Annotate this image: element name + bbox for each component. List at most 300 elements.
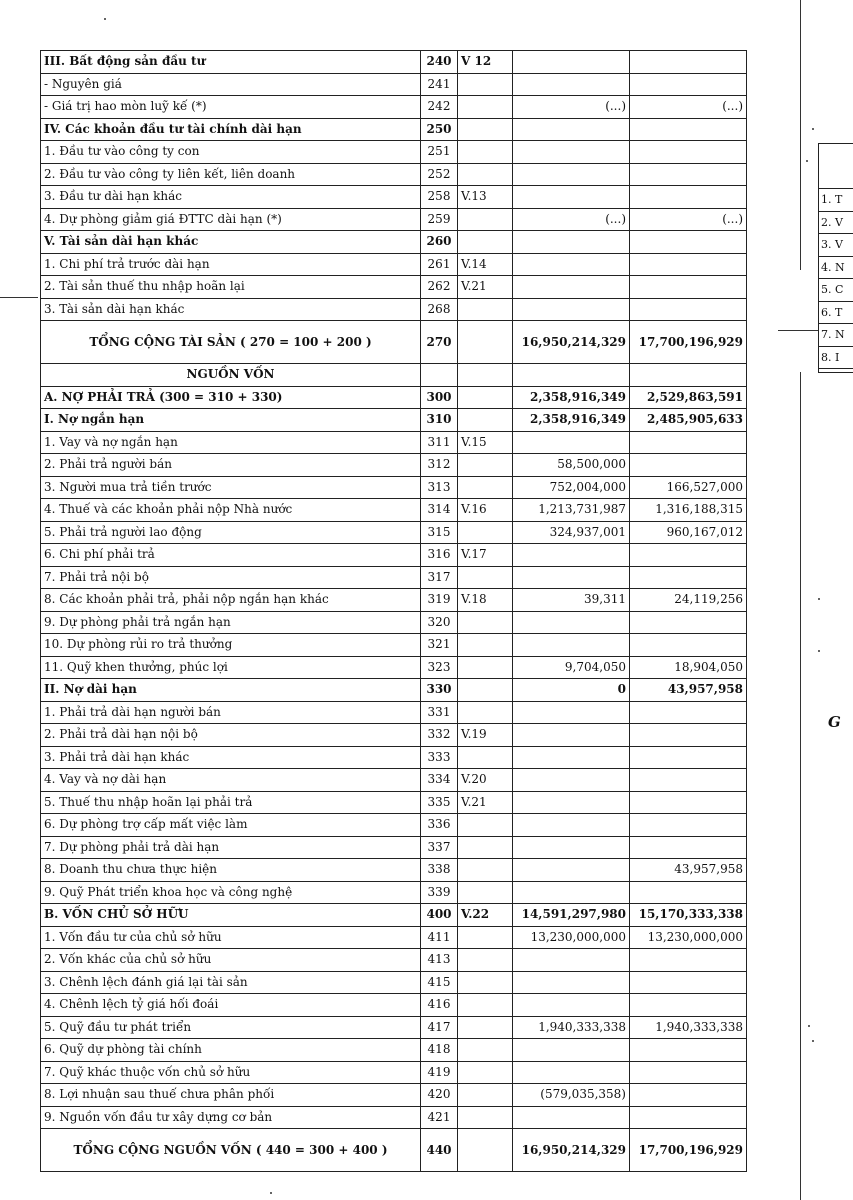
row-code: 334 — [421, 769, 458, 792]
row-value-current: 2,358,916,349 — [513, 386, 630, 409]
table-row — [41, 73, 747, 96]
row-note — [458, 1084, 513, 1107]
row-value-previous: 17,700,196,929 — [630, 321, 747, 364]
row-value-current — [513, 186, 630, 209]
row-value-previous — [630, 141, 747, 164]
row-label: - Giá trị hao mòn luỹ kế (*) — [41, 96, 421, 119]
row-code: 250 — [421, 118, 458, 141]
scan-speck — [818, 598, 820, 600]
row-value-current: 39,311 — [513, 589, 630, 612]
row-value-previous — [630, 836, 747, 859]
row-note — [458, 971, 513, 994]
table-row — [41, 589, 747, 612]
row-value-previous — [630, 454, 747, 477]
row-value-previous — [630, 231, 747, 254]
row-value-current: 752,004,000 — [513, 476, 630, 499]
row-value-previous: 960,167,012 — [630, 521, 747, 544]
row-note — [458, 141, 513, 164]
row-label: 2. Phải trả người bán — [41, 454, 421, 477]
table-row — [41, 544, 747, 567]
row-note: V.22 — [458, 904, 513, 927]
row-value-previous: 13,230,000,000 — [630, 926, 747, 949]
row-value-current — [513, 431, 630, 454]
row-note: V.17 — [458, 544, 513, 567]
row-code: 332 — [421, 724, 458, 747]
row-value-current — [513, 1039, 630, 1062]
row-value-previous — [630, 724, 747, 747]
row-note — [458, 656, 513, 679]
row-value-previous — [630, 634, 747, 657]
row-label: NGUỒN VỐN — [41, 364, 421, 387]
table-row — [41, 881, 747, 904]
row-note — [458, 231, 513, 254]
row-value-current: 324,937,001 — [513, 521, 630, 544]
row-value-current: 0 — [513, 679, 630, 702]
row-code — [421, 364, 458, 387]
row-value-previous: (...) — [630, 96, 747, 119]
row-value-previous — [630, 746, 747, 769]
row-note — [458, 814, 513, 837]
row-value-current — [513, 971, 630, 994]
row-value-current — [513, 364, 630, 387]
table-row — [41, 321, 747, 364]
scan-speck — [806, 160, 808, 162]
row-label: 9. Nguồn vốn đầu tư xây dựng cơ bản — [41, 1106, 421, 1129]
table-row — [41, 769, 747, 792]
row-code: 316 — [421, 544, 458, 567]
row-code: 419 — [421, 1061, 458, 1084]
row-code: 242 — [421, 96, 458, 119]
row-value-previous: 17,700,196,929 — [630, 1129, 747, 1172]
table-row — [41, 386, 747, 409]
adjacent-page-table-fragment — [818, 143, 853, 373]
table-row — [41, 1039, 747, 1062]
row-note: V.13 — [458, 186, 513, 209]
row-code: 268 — [421, 298, 458, 321]
row-value-current: 2,358,916,349 — [513, 409, 630, 432]
row-code: 270 — [421, 321, 458, 364]
row-value-previous — [630, 544, 747, 567]
row-value-previous — [630, 994, 747, 1017]
row-label: 8. Lợi nhuận sau thuế chưa phân phối — [41, 1084, 421, 1107]
row-label: 5. Phải trả người lao động — [41, 521, 421, 544]
row-code: 261 — [421, 253, 458, 276]
row-label: 3. Tài sản dài hạn khác — [41, 298, 421, 321]
row-note — [458, 298, 513, 321]
fragment-cell: 5. C — [819, 279, 853, 302]
row-code: 400 — [421, 904, 458, 927]
row-value-current — [513, 566, 630, 589]
row-code: 336 — [421, 814, 458, 837]
table-row — [41, 746, 747, 769]
row-code: 330 — [421, 679, 458, 702]
row-note — [458, 321, 513, 364]
row-label: 6. Quỹ dự phòng tài chính — [41, 1039, 421, 1062]
scan-speck — [812, 128, 814, 130]
row-label: 6. Chi phí phải trả — [41, 544, 421, 567]
row-note — [458, 1016, 513, 1039]
row-code: 337 — [421, 836, 458, 859]
scan-speck — [104, 18, 106, 20]
row-label: 4. Chênh lệch tỷ giá hối đoái — [41, 994, 421, 1017]
row-note — [458, 836, 513, 859]
table-row — [41, 51, 747, 74]
fragment-cell: 7. N — [819, 324, 853, 347]
table-row — [41, 276, 747, 299]
row-value-current — [513, 73, 630, 96]
row-label: 4. Dự phòng giảm giá ĐTTC dài hạn (*) — [41, 208, 421, 231]
row-value-previous: 2,529,863,591 — [630, 386, 747, 409]
row-label: 5. Thuế thu nhập hoãn lại phải trả — [41, 791, 421, 814]
table-row — [41, 656, 747, 679]
row-value-current — [513, 51, 630, 74]
row-value-previous — [630, 186, 747, 209]
row-value-current: (...) — [513, 208, 630, 231]
table-row — [41, 904, 747, 927]
row-value-previous: 2,485,905,633 — [630, 409, 747, 432]
row-code: 319 — [421, 589, 458, 612]
row-value-previous: 24,119,256 — [630, 589, 747, 612]
row-value-current — [513, 859, 630, 882]
scan-mark-left — [0, 297, 38, 298]
row-note: V 12 — [458, 51, 513, 74]
row-value-previous: 1,316,188,315 — [630, 499, 747, 522]
scan-speck — [812, 1040, 814, 1042]
row-value-previous — [630, 298, 747, 321]
row-value-previous — [630, 73, 747, 96]
row-value-previous — [630, 118, 747, 141]
row-code: 335 — [421, 791, 458, 814]
table-row — [41, 231, 747, 254]
row-label: 8. Doanh thu chưa thực hiện — [41, 859, 421, 882]
row-label: 10. Dự phòng rủi ro trả thưởng — [41, 634, 421, 657]
table-row — [41, 454, 747, 477]
row-value-previous — [630, 814, 747, 837]
row-value-previous: 15,170,333,338 — [630, 904, 747, 927]
row-value-previous — [630, 769, 747, 792]
row-value-current: 14,591,297,980 — [513, 904, 630, 927]
row-value-current — [513, 724, 630, 747]
row-label: 4. Thuế và các khoản phải nộp Nhà nước — [41, 499, 421, 522]
row-label: 7. Dự phòng phải trả dài hạn — [41, 836, 421, 859]
row-label: 5. Quỹ đầu tư phát triển — [41, 1016, 421, 1039]
row-value-current: 16,950,214,329 — [513, 1129, 630, 1172]
row-value-current — [513, 141, 630, 164]
row-code: 420 — [421, 1084, 458, 1107]
row-value-current — [513, 634, 630, 657]
row-value-previous — [630, 163, 747, 186]
row-label: 2. Đầu tư vào công ty liên kết, liên doanh — [41, 163, 421, 186]
row-value-current: (579,035,358) — [513, 1084, 630, 1107]
row-value-current: 1,940,333,338 — [513, 1016, 630, 1039]
row-code: 413 — [421, 949, 458, 972]
table-row — [41, 566, 747, 589]
row-label: 3. Người mua trả tiền trước — [41, 476, 421, 499]
row-value-previous — [630, 1106, 747, 1129]
row-label: B. VỐN CHỦ SỞ HỮU — [41, 904, 421, 927]
table-row — [41, 163, 747, 186]
row-code: 339 — [421, 881, 458, 904]
row-label: V. Tài sản dài hạn khác — [41, 231, 421, 254]
row-code: 251 — [421, 141, 458, 164]
row-note — [458, 679, 513, 702]
row-label: 3. Đầu tư dài hạn khác — [41, 186, 421, 209]
table-row — [41, 521, 747, 544]
table-row — [41, 1106, 747, 1129]
row-label: TỔNG CỘNG TÀI SẢN ( 270 = 100 + 200 ) — [41, 321, 421, 364]
row-note: V.19 — [458, 724, 513, 747]
fragment-cell: 4. N — [819, 257, 853, 280]
row-label: TỔNG CỘNG NGUỒN VỐN ( 440 = 300 + 400 ) — [41, 1129, 421, 1172]
row-note — [458, 926, 513, 949]
scan-speck — [270, 1192, 272, 1194]
row-label: 1. Vốn đầu tư của chủ sở hữu — [41, 926, 421, 949]
row-value-current: 9,704,050 — [513, 656, 630, 679]
row-value-previous: (...) — [630, 208, 747, 231]
table-row — [41, 814, 747, 837]
row-code: 417 — [421, 1016, 458, 1039]
row-value-current — [513, 949, 630, 972]
row-value-current — [513, 746, 630, 769]
row-note — [458, 386, 513, 409]
row-note — [458, 859, 513, 882]
table-row — [41, 949, 747, 972]
fragment-cell: 6. T — [819, 302, 853, 325]
row-code: 323 — [421, 656, 458, 679]
row-value-previous — [630, 611, 747, 634]
row-value-current — [513, 298, 630, 321]
row-label: 1. Đầu tư vào công ty con — [41, 141, 421, 164]
row-code: 258 — [421, 186, 458, 209]
row-label: A. NỢ PHẢI TRẢ (300 = 310 + 330) — [41, 386, 421, 409]
row-label: 8. Các khoản phải trả, phải nộp ngắn hạn khác — [41, 589, 421, 612]
row-value-current — [513, 611, 630, 634]
row-code: 315 — [421, 521, 458, 544]
row-note — [458, 1061, 513, 1084]
row-note — [458, 566, 513, 589]
table-row — [41, 431, 747, 454]
row-value-previous — [630, 971, 747, 994]
row-note — [458, 454, 513, 477]
row-value-previous — [630, 1039, 747, 1062]
row-code: 300 — [421, 386, 458, 409]
row-label: 6. Dự phòng trợ cấp mất việc làm — [41, 814, 421, 837]
table-row — [41, 1016, 747, 1039]
row-value-previous: 43,957,958 — [630, 679, 747, 702]
row-value-current — [513, 118, 630, 141]
row-note — [458, 409, 513, 432]
row-value-previous — [630, 1061, 747, 1084]
row-note: V.15 — [458, 431, 513, 454]
row-label: 7. Quỹ khác thuộc vốn chủ sở hữu — [41, 1061, 421, 1084]
scan-mark — [778, 330, 818, 331]
row-note — [458, 96, 513, 119]
fragment-cell: 8. I — [819, 347, 853, 370]
row-label: 3. Phải trả dài hạn khác — [41, 746, 421, 769]
row-note — [458, 949, 513, 972]
row-code: 310 — [421, 409, 458, 432]
row-note: V.20 — [458, 769, 513, 792]
row-note — [458, 746, 513, 769]
row-label: II. Nợ dài hạn — [41, 679, 421, 702]
row-code: 321 — [421, 634, 458, 657]
row-note — [458, 364, 513, 387]
row-note: V.16 — [458, 499, 513, 522]
row-code: 260 — [421, 231, 458, 254]
row-code: 314 — [421, 499, 458, 522]
row-value-current — [513, 163, 630, 186]
row-value-previous — [630, 566, 747, 589]
row-value-previous — [630, 881, 747, 904]
table-row — [41, 611, 747, 634]
table-row — [41, 859, 747, 882]
row-label: 1. Chi phí trả trước dài hạn — [41, 253, 421, 276]
row-value-current: 1,213,731,987 — [513, 499, 630, 522]
row-note — [458, 701, 513, 724]
row-label: 2. Tài sản thuế thu nhập hoãn lại — [41, 276, 421, 299]
row-value-current — [513, 814, 630, 837]
row-code: 411 — [421, 926, 458, 949]
row-value-current — [513, 791, 630, 814]
row-value-current — [513, 1061, 630, 1084]
row-label: 7. Phải trả nội bộ — [41, 566, 421, 589]
row-label: I. Nợ ngắn hạn — [41, 409, 421, 432]
row-value-current — [513, 769, 630, 792]
scan-speck — [808, 1025, 810, 1027]
row-value-current — [513, 881, 630, 904]
row-note — [458, 994, 513, 1017]
table-row — [41, 1084, 747, 1107]
row-code: 259 — [421, 208, 458, 231]
table-row — [41, 634, 747, 657]
row-code: 262 — [421, 276, 458, 299]
row-code: 418 — [421, 1039, 458, 1062]
table-row — [41, 186, 747, 209]
row-value-current: 13,230,000,000 — [513, 926, 630, 949]
row-value-current: (...) — [513, 96, 630, 119]
row-note — [458, 881, 513, 904]
row-code: 240 — [421, 51, 458, 74]
row-value-current: 58,500,000 — [513, 454, 630, 477]
fragment-cell: 2. V — [819, 212, 853, 235]
table-row — [41, 994, 747, 1017]
table-row — [41, 476, 747, 499]
row-code: 317 — [421, 566, 458, 589]
table-row — [41, 298, 747, 321]
row-note — [458, 634, 513, 657]
row-value-current — [513, 701, 630, 724]
row-value-previous — [630, 701, 747, 724]
row-note: V.18 — [458, 589, 513, 612]
row-code: 311 — [421, 431, 458, 454]
row-value-current — [513, 1106, 630, 1129]
row-note — [458, 73, 513, 96]
row-label: 9. Dự phòng phải trả ngắn hạn — [41, 611, 421, 634]
row-value-current — [513, 231, 630, 254]
row-value-previous — [630, 431, 747, 454]
table-row — [41, 701, 747, 724]
table-row — [41, 836, 747, 859]
row-value-previous — [630, 253, 747, 276]
row-label: 2. Vốn khác của chủ sở hữu — [41, 949, 421, 972]
table-row — [41, 208, 747, 231]
row-code: 333 — [421, 746, 458, 769]
table-row — [41, 364, 747, 387]
row-note — [458, 1106, 513, 1129]
row-value-previous — [630, 51, 747, 74]
row-code: 440 — [421, 1129, 458, 1172]
balance-sheet-table — [40, 50, 747, 1172]
row-code: 312 — [421, 454, 458, 477]
row-value-current — [513, 253, 630, 276]
row-value-current: 16,950,214,329 — [513, 321, 630, 364]
row-value-current — [513, 544, 630, 567]
row-value-previous: 18,904,050 — [630, 656, 747, 679]
table-row — [41, 118, 747, 141]
row-note: V.14 — [458, 253, 513, 276]
row-value-previous — [630, 276, 747, 299]
table-row — [41, 724, 747, 747]
row-note — [458, 611, 513, 634]
row-label: - Nguyên giá — [41, 73, 421, 96]
table-row — [41, 96, 747, 119]
row-value-current — [513, 276, 630, 299]
table-row — [41, 499, 747, 522]
row-note — [458, 1039, 513, 1062]
row-note — [458, 208, 513, 231]
row-value-previous — [630, 949, 747, 972]
row-label: 1. Vay và nợ ngắn hạn — [41, 431, 421, 454]
row-value-previous: 43,957,958 — [630, 859, 747, 882]
table-row — [41, 409, 747, 432]
row-code: 415 — [421, 971, 458, 994]
row-label: III. Bất động sản đầu tư — [41, 51, 421, 74]
row-value-previous — [630, 364, 747, 387]
table-row — [41, 679, 747, 702]
fragment-cell: 3. V — [819, 234, 853, 257]
row-value-current — [513, 994, 630, 1017]
row-code: 338 — [421, 859, 458, 882]
page-edge-line — [800, 0, 801, 270]
row-note — [458, 163, 513, 186]
fragment-cell: 1. T — [819, 189, 853, 212]
row-value-current — [513, 836, 630, 859]
page-edge-line-lower — [800, 372, 801, 1200]
row-label: 4. Vay và nợ dài hạn — [41, 769, 421, 792]
row-code: 252 — [421, 163, 458, 186]
scan-speck — [818, 650, 820, 652]
row-code: 421 — [421, 1106, 458, 1129]
row-code: 313 — [421, 476, 458, 499]
fragment-header — [819, 144, 853, 189]
row-note — [458, 476, 513, 499]
table-row — [41, 1129, 747, 1172]
row-value-previous: 166,527,000 — [630, 476, 747, 499]
row-code: 241 — [421, 73, 458, 96]
adjacent-page-letter: G — [828, 713, 841, 731]
table-row — [41, 926, 747, 949]
table-row — [41, 791, 747, 814]
table-row — [41, 1061, 747, 1084]
row-note — [458, 1129, 513, 1172]
row-value-previous — [630, 1084, 747, 1107]
row-label: 11. Quỹ khen thưởng, phúc lợi — [41, 656, 421, 679]
row-value-previous — [630, 791, 747, 814]
row-note — [458, 521, 513, 544]
table-row — [41, 141, 747, 164]
row-label: 9. Quỹ Phát triển khoa học và công nghệ — [41, 881, 421, 904]
row-code: 320 — [421, 611, 458, 634]
